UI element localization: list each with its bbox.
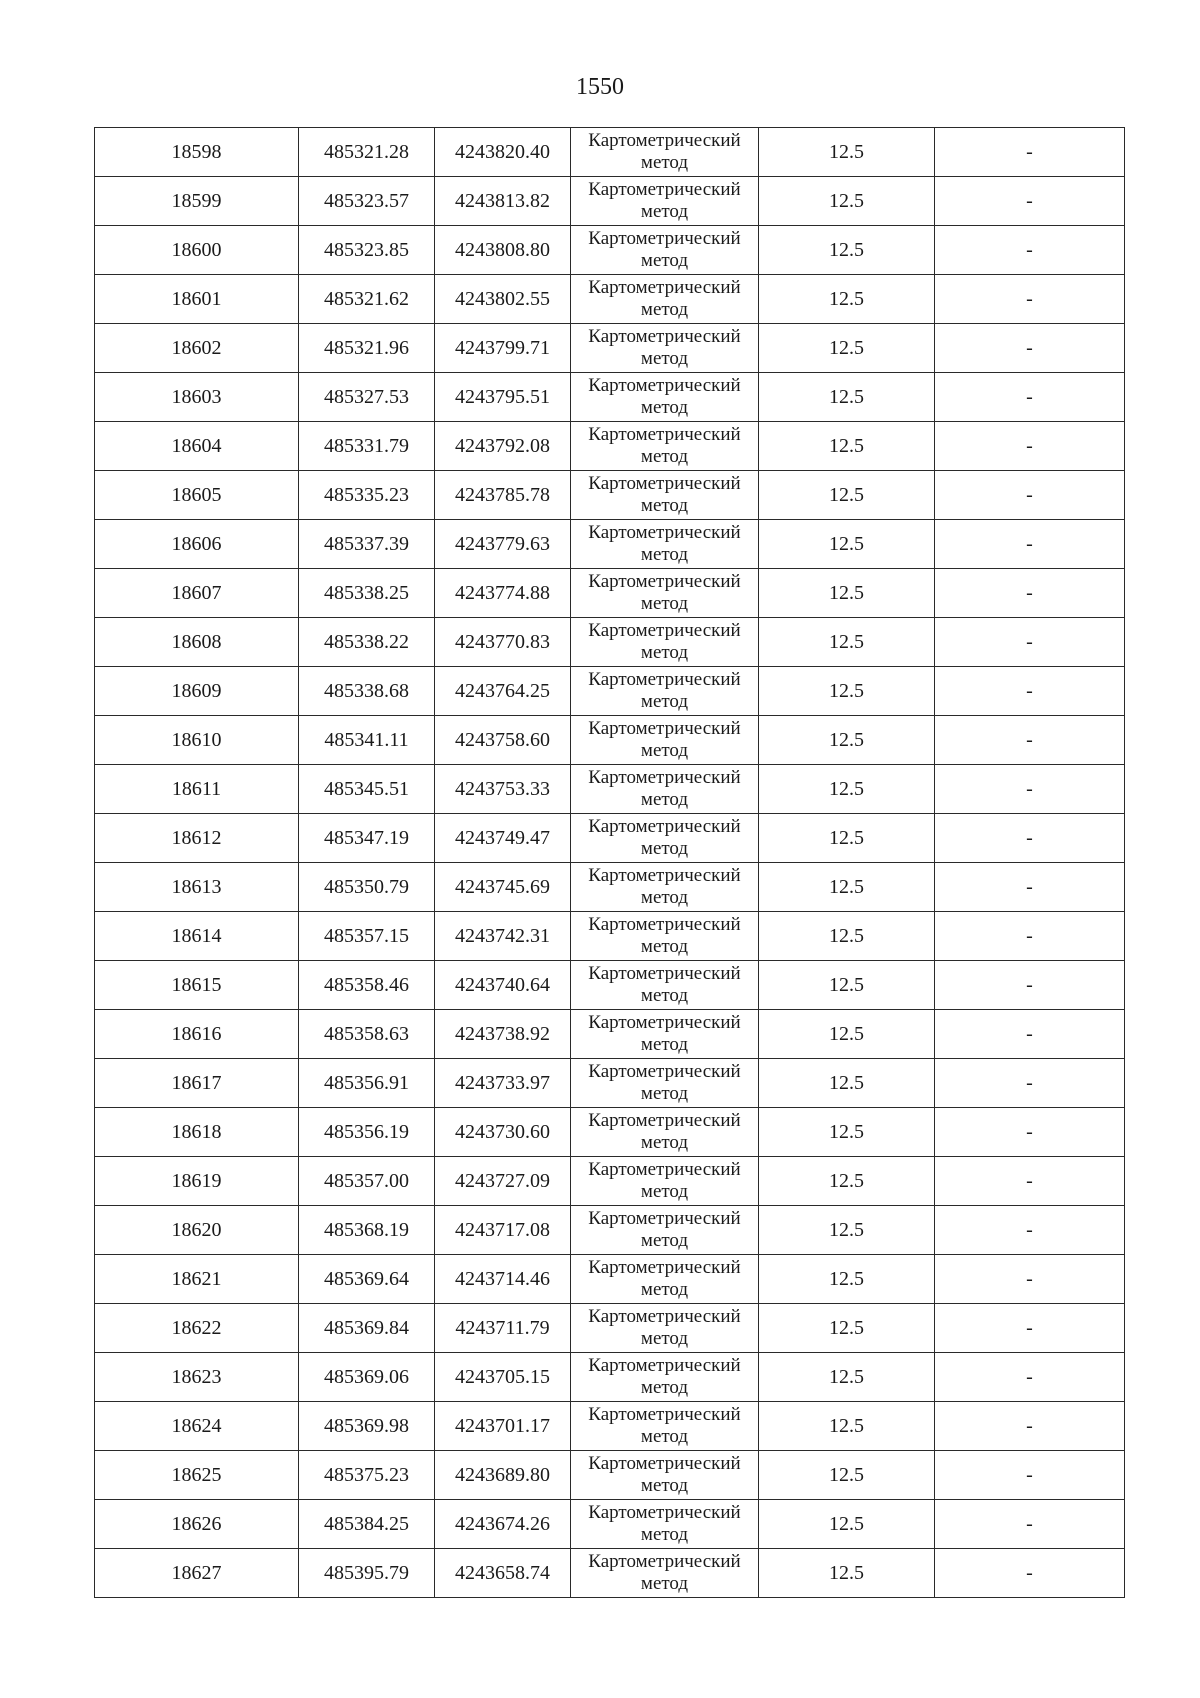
- accuracy-cell: 12.5: [759, 814, 935, 863]
- method-line-2: метод: [640, 495, 689, 516]
- method-line-1: Картометрический: [588, 767, 741, 788]
- x-coordinate-cell: 485347.19: [299, 814, 435, 863]
- method-line-2: метод: [640, 1279, 689, 1300]
- table-body: [95, 128, 1125, 1598]
- point-number-cell: 18623: [95, 1353, 299, 1402]
- point-number-cell: 18600: [95, 226, 299, 275]
- x-coordinate-cell: 485323.85: [299, 226, 435, 275]
- method-cell: [571, 1255, 759, 1304]
- table-row: [95, 373, 1125, 422]
- method-line-2: метод: [640, 1426, 689, 1447]
- y-coordinate-cell: 4243742.31: [435, 912, 571, 961]
- note-cell: -: [935, 226, 1125, 275]
- table-row: [95, 520, 1125, 569]
- method-cell: [571, 863, 759, 912]
- method-line-1: Картометрический: [588, 1061, 741, 1082]
- method-line-2: метод: [640, 397, 689, 418]
- point-number-cell: 18616: [95, 1010, 299, 1059]
- method-cell: [571, 716, 759, 765]
- method-line-1: Картометрический: [588, 914, 741, 935]
- x-coordinate-cell: 485323.57: [299, 177, 435, 226]
- point-number-cell: 18626: [95, 1500, 299, 1549]
- method-cell: [571, 618, 759, 667]
- method-cell: [571, 1157, 759, 1206]
- point-number-cell: 18608: [95, 618, 299, 667]
- table-row: [95, 226, 1125, 275]
- point-number-cell: 18607: [95, 569, 299, 618]
- x-coordinate-cell: 485358.46: [299, 961, 435, 1010]
- method-line-1: Картометрический: [588, 1551, 741, 1572]
- method-line-1: Картометрический: [588, 571, 741, 592]
- method-cell: [571, 177, 759, 226]
- table-row: [95, 324, 1125, 373]
- method-line-1: Картометрический: [588, 620, 741, 641]
- method-line-1: Картометрический: [588, 130, 741, 151]
- method-cell: [571, 1206, 759, 1255]
- point-number-cell: 18609: [95, 667, 299, 716]
- accuracy-cell: 12.5: [759, 1059, 935, 1108]
- table-row: [95, 1402, 1125, 1451]
- method-line-2: метод: [640, 593, 689, 614]
- method-cell: [571, 226, 759, 275]
- y-coordinate-cell: 4243799.71: [435, 324, 571, 373]
- accuracy-cell: 12.5: [759, 324, 935, 373]
- accuracy-cell: 12.5: [759, 716, 935, 765]
- x-coordinate-cell: 485369.84: [299, 1304, 435, 1353]
- method-line-1: Картометрический: [588, 326, 741, 347]
- accuracy-cell: 12.5: [759, 422, 935, 471]
- accuracy-cell: 12.5: [759, 1304, 935, 1353]
- method-line-1: Картометрический: [588, 1306, 741, 1327]
- table-row: [95, 1549, 1125, 1598]
- method-cell: [571, 765, 759, 814]
- method-line-2: метод: [640, 1573, 689, 1594]
- table-row: [95, 1451, 1125, 1500]
- y-coordinate-cell: 4243758.60: [435, 716, 571, 765]
- x-coordinate-cell: 485327.53: [299, 373, 435, 422]
- accuracy-cell: 12.5: [759, 1402, 935, 1451]
- note-cell: -: [935, 618, 1125, 667]
- x-coordinate-cell: 485375.23: [299, 1451, 435, 1500]
- note-cell: -: [935, 814, 1125, 863]
- method-cell: [571, 422, 759, 471]
- page-number: 1550: [576, 74, 624, 100]
- accuracy-cell: 12.5: [759, 1157, 935, 1206]
- method-line-2: метод: [640, 838, 689, 859]
- note-cell: -: [935, 1353, 1125, 1402]
- x-coordinate-cell: 485345.51: [299, 765, 435, 814]
- method-cell: [571, 275, 759, 324]
- accuracy-cell: 12.5: [759, 1500, 935, 1549]
- table-row: [95, 1157, 1125, 1206]
- method-cell: [571, 1402, 759, 1451]
- y-coordinate-cell: 4243802.55: [435, 275, 571, 324]
- note-cell: -: [935, 765, 1125, 814]
- note-cell: -: [935, 1010, 1125, 1059]
- accuracy-cell: 12.5: [759, 275, 935, 324]
- accuracy-cell: 12.5: [759, 226, 935, 275]
- point-number-cell: 18598: [95, 128, 299, 177]
- method-line-2: метод: [640, 1132, 689, 1153]
- x-coordinate-cell: 485369.06: [299, 1353, 435, 1402]
- note-cell: -: [935, 177, 1125, 226]
- y-coordinate-cell: 4243689.80: [435, 1451, 571, 1500]
- method-line-2: метод: [640, 250, 689, 271]
- y-coordinate-cell: 4243711.79: [435, 1304, 571, 1353]
- method-cell: [571, 961, 759, 1010]
- method-line-1: Картометрический: [588, 1502, 741, 1523]
- method-line-2: метод: [640, 1377, 689, 1398]
- point-number-cell: 18610: [95, 716, 299, 765]
- point-number-cell: 18620: [95, 1206, 299, 1255]
- y-coordinate-cell: 4243717.08: [435, 1206, 571, 1255]
- method-cell: [571, 471, 759, 520]
- y-coordinate-cell: 4243808.80: [435, 226, 571, 275]
- table-row: [95, 814, 1125, 863]
- table-row: [95, 765, 1125, 814]
- table-row: [95, 961, 1125, 1010]
- y-coordinate-cell: 4243813.82: [435, 177, 571, 226]
- method-line-1: Картометрический: [588, 1208, 741, 1229]
- point-number-cell: 18622: [95, 1304, 299, 1353]
- method-line-1: Картометрический: [588, 865, 741, 886]
- note-cell: -: [935, 324, 1125, 373]
- method-line-2: метод: [640, 936, 689, 957]
- table-row: [95, 1500, 1125, 1549]
- method-cell: [571, 520, 759, 569]
- method-cell: [571, 1304, 759, 1353]
- method-line-2: метод: [640, 1328, 689, 1349]
- method-line-2: метод: [640, 1181, 689, 1202]
- x-coordinate-cell: 485350.79: [299, 863, 435, 912]
- table-row: [95, 667, 1125, 716]
- x-coordinate-cell: 485338.25: [299, 569, 435, 618]
- table-row: [95, 177, 1125, 226]
- accuracy-cell: 12.5: [759, 765, 935, 814]
- x-coordinate-cell: 485368.19: [299, 1206, 435, 1255]
- point-number-cell: 18624: [95, 1402, 299, 1451]
- accuracy-cell: 12.5: [759, 1010, 935, 1059]
- accuracy-cell: 12.5: [759, 177, 935, 226]
- accuracy-cell: 12.5: [759, 1255, 935, 1304]
- y-coordinate-cell: 4243749.47: [435, 814, 571, 863]
- x-coordinate-cell: 485395.79: [299, 1549, 435, 1598]
- point-number-cell: 18621: [95, 1255, 299, 1304]
- method-line-2: метод: [640, 691, 689, 712]
- x-coordinate-cell: 485358.63: [299, 1010, 435, 1059]
- x-coordinate-cell: 485357.00: [299, 1157, 435, 1206]
- method-line-2: метод: [640, 985, 689, 1006]
- method-line-1: Картометрический: [588, 963, 741, 984]
- note-cell: -: [935, 128, 1125, 177]
- note-cell: -: [935, 569, 1125, 618]
- method-cell: [571, 667, 759, 716]
- accuracy-cell: 12.5: [759, 569, 935, 618]
- method-line-1: Картометрический: [588, 1453, 741, 1474]
- accuracy-cell: 12.5: [759, 373, 935, 422]
- method-line-1: Картометрический: [588, 179, 741, 200]
- accuracy-cell: 12.5: [759, 1206, 935, 1255]
- accuracy-cell: 12.5: [759, 912, 935, 961]
- point-number-cell: 18605: [95, 471, 299, 520]
- method-line-2: метод: [640, 544, 689, 565]
- point-number-cell: 18617: [95, 1059, 299, 1108]
- method-line-2: метод: [640, 887, 689, 908]
- note-cell: -: [935, 520, 1125, 569]
- table-row: [95, 1206, 1125, 1255]
- accuracy-cell: 12.5: [759, 618, 935, 667]
- method-line-2: метод: [640, 1475, 689, 1496]
- accuracy-cell: 12.5: [759, 961, 935, 1010]
- note-cell: -: [935, 373, 1125, 422]
- method-line-1: Картометрический: [588, 816, 741, 837]
- accuracy-cell: 12.5: [759, 471, 935, 520]
- y-coordinate-cell: 4243764.25: [435, 667, 571, 716]
- method-line-2: метод: [640, 299, 689, 320]
- point-number-cell: 18625: [95, 1451, 299, 1500]
- table-row: [95, 275, 1125, 324]
- method-line-1: Картометрический: [588, 228, 741, 249]
- point-number-cell: 18612: [95, 814, 299, 863]
- method-cell: [571, 1353, 759, 1402]
- table-row: [95, 912, 1125, 961]
- x-coordinate-cell: 485338.68: [299, 667, 435, 716]
- y-coordinate-cell: 4243820.40: [435, 128, 571, 177]
- x-coordinate-cell: 485384.25: [299, 1500, 435, 1549]
- x-coordinate-cell: 485357.15: [299, 912, 435, 961]
- method-line-1: Картометрический: [588, 1012, 741, 1033]
- y-coordinate-cell: 4243738.92: [435, 1010, 571, 1059]
- method-line-1: Картометрический: [588, 1404, 741, 1425]
- method-cell: [571, 324, 759, 373]
- note-cell: -: [935, 1549, 1125, 1598]
- method-cell: [571, 814, 759, 863]
- table-row: [95, 128, 1125, 177]
- table-row: [95, 1059, 1125, 1108]
- note-cell: -: [935, 1500, 1125, 1549]
- method-line-2: метод: [640, 1083, 689, 1104]
- x-coordinate-cell: 485369.98: [299, 1402, 435, 1451]
- accuracy-cell: 12.5: [759, 863, 935, 912]
- method-line-2: метод: [640, 740, 689, 761]
- method-cell: [571, 1500, 759, 1549]
- y-coordinate-cell: 4243730.60: [435, 1108, 571, 1157]
- point-number-cell: 18603: [95, 373, 299, 422]
- method-line-1: Картометрический: [588, 1110, 741, 1131]
- x-coordinate-cell: 485356.19: [299, 1108, 435, 1157]
- table-row: [95, 1304, 1125, 1353]
- point-number-cell: 18602: [95, 324, 299, 373]
- method-cell: [571, 1108, 759, 1157]
- method-line-1: Картометрический: [588, 718, 741, 739]
- method-line-1: Картометрический: [588, 1257, 741, 1278]
- point-number-cell: 18604: [95, 422, 299, 471]
- point-number-cell: 18611: [95, 765, 299, 814]
- point-number-cell: 18614: [95, 912, 299, 961]
- method-cell: [571, 128, 759, 177]
- note-cell: -: [935, 422, 1125, 471]
- method-line-1: Картометрический: [588, 424, 741, 445]
- note-cell: -: [935, 1059, 1125, 1108]
- x-coordinate-cell: 485321.62: [299, 275, 435, 324]
- table-row: [95, 1353, 1125, 1402]
- point-number-cell: 18615: [95, 961, 299, 1010]
- point-number-cell: 18619: [95, 1157, 299, 1206]
- y-coordinate-cell: 4243753.33: [435, 765, 571, 814]
- table-row: [95, 569, 1125, 618]
- note-cell: -: [935, 1451, 1125, 1500]
- y-coordinate-cell: 4243674.26: [435, 1500, 571, 1549]
- method-line-2: метод: [640, 1034, 689, 1055]
- x-coordinate-cell: 485337.39: [299, 520, 435, 569]
- point-number-cell: 18601: [95, 275, 299, 324]
- note-cell: -: [935, 716, 1125, 765]
- x-coordinate-cell: 485321.96: [299, 324, 435, 373]
- y-coordinate-cell: 4243774.88: [435, 569, 571, 618]
- y-coordinate-cell: 4243785.78: [435, 471, 571, 520]
- method-cell: [571, 569, 759, 618]
- method-line-2: метод: [640, 348, 689, 369]
- point-number-cell: 18606: [95, 520, 299, 569]
- accuracy-cell: 12.5: [759, 1549, 935, 1598]
- y-coordinate-cell: 4243733.97: [435, 1059, 571, 1108]
- x-coordinate-cell: 485369.64: [299, 1255, 435, 1304]
- accuracy-cell: 12.5: [759, 1108, 935, 1157]
- x-coordinate-cell: 485335.23: [299, 471, 435, 520]
- x-coordinate-cell: 485338.22: [299, 618, 435, 667]
- y-coordinate-cell: 4243795.51: [435, 373, 571, 422]
- note-cell: -: [935, 1157, 1125, 1206]
- method-line-1: Картометрический: [588, 522, 741, 543]
- method-line-2: метод: [640, 1230, 689, 1251]
- table-row: [95, 618, 1125, 667]
- method-line-2: метод: [640, 201, 689, 222]
- method-cell: [571, 1451, 759, 1500]
- point-number-cell: 18613: [95, 863, 299, 912]
- method-line-2: метод: [640, 446, 689, 467]
- table-row: [95, 1255, 1125, 1304]
- method-line-1: Картометрический: [588, 669, 741, 690]
- accuracy-cell: 12.5: [759, 1451, 935, 1500]
- y-coordinate-cell: 4243779.63: [435, 520, 571, 569]
- x-coordinate-cell: 485341.11: [299, 716, 435, 765]
- note-cell: -: [935, 1255, 1125, 1304]
- method-line-1: Картометрический: [588, 473, 741, 494]
- note-cell: -: [935, 912, 1125, 961]
- y-coordinate-cell: 4243658.74: [435, 1549, 571, 1598]
- method-line-2: метод: [640, 152, 689, 173]
- accuracy-cell: 12.5: [759, 128, 935, 177]
- method-line-2: метод: [640, 642, 689, 663]
- y-coordinate-cell: 4243714.46: [435, 1255, 571, 1304]
- point-number-cell: 18599: [95, 177, 299, 226]
- note-cell: -: [935, 1108, 1125, 1157]
- method-line-1: Картометрический: [588, 375, 741, 396]
- accuracy-cell: 12.5: [759, 520, 935, 569]
- method-line-1: Картометрический: [588, 1355, 741, 1376]
- method-line-1: Картометрический: [588, 1159, 741, 1180]
- point-number-cell: 18627: [95, 1549, 299, 1598]
- method-cell: [571, 1549, 759, 1598]
- y-coordinate-cell: 4243745.69: [435, 863, 571, 912]
- table-row: [95, 1108, 1125, 1157]
- table-row: [95, 863, 1125, 912]
- note-cell: -: [935, 863, 1125, 912]
- x-coordinate-cell: 485321.28: [299, 128, 435, 177]
- x-coordinate-cell: 485356.91: [299, 1059, 435, 1108]
- y-coordinate-cell: 4243770.83: [435, 618, 571, 667]
- coordinates-table: [94, 127, 1125, 1598]
- accuracy-cell: 12.5: [759, 667, 935, 716]
- note-cell: -: [935, 471, 1125, 520]
- point-number-cell: 18618: [95, 1108, 299, 1157]
- y-coordinate-cell: 4243701.17: [435, 1402, 571, 1451]
- y-coordinate-cell: 4243705.15: [435, 1353, 571, 1402]
- accuracy-cell: 12.5: [759, 1353, 935, 1402]
- table-row: [95, 716, 1125, 765]
- note-cell: -: [935, 961, 1125, 1010]
- note-cell: -: [935, 1304, 1125, 1353]
- note-cell: -: [935, 1206, 1125, 1255]
- y-coordinate-cell: 4243792.08: [435, 422, 571, 471]
- y-coordinate-cell: 4243727.09: [435, 1157, 571, 1206]
- method-line-1: Картометрический: [588, 277, 741, 298]
- table-row: [95, 1010, 1125, 1059]
- method-cell: [571, 1059, 759, 1108]
- table-row: [95, 422, 1125, 471]
- method-cell: [571, 1010, 759, 1059]
- table-row: [95, 471, 1125, 520]
- method-cell: [571, 912, 759, 961]
- note-cell: -: [935, 275, 1125, 324]
- note-cell: -: [935, 1402, 1125, 1451]
- y-coordinate-cell: 4243740.64: [435, 961, 571, 1010]
- x-coordinate-cell: 485331.79: [299, 422, 435, 471]
- method-line-2: метод: [640, 1524, 689, 1545]
- note-cell: -: [935, 667, 1125, 716]
- method-line-2: метод: [640, 789, 689, 810]
- method-cell: [571, 373, 759, 422]
